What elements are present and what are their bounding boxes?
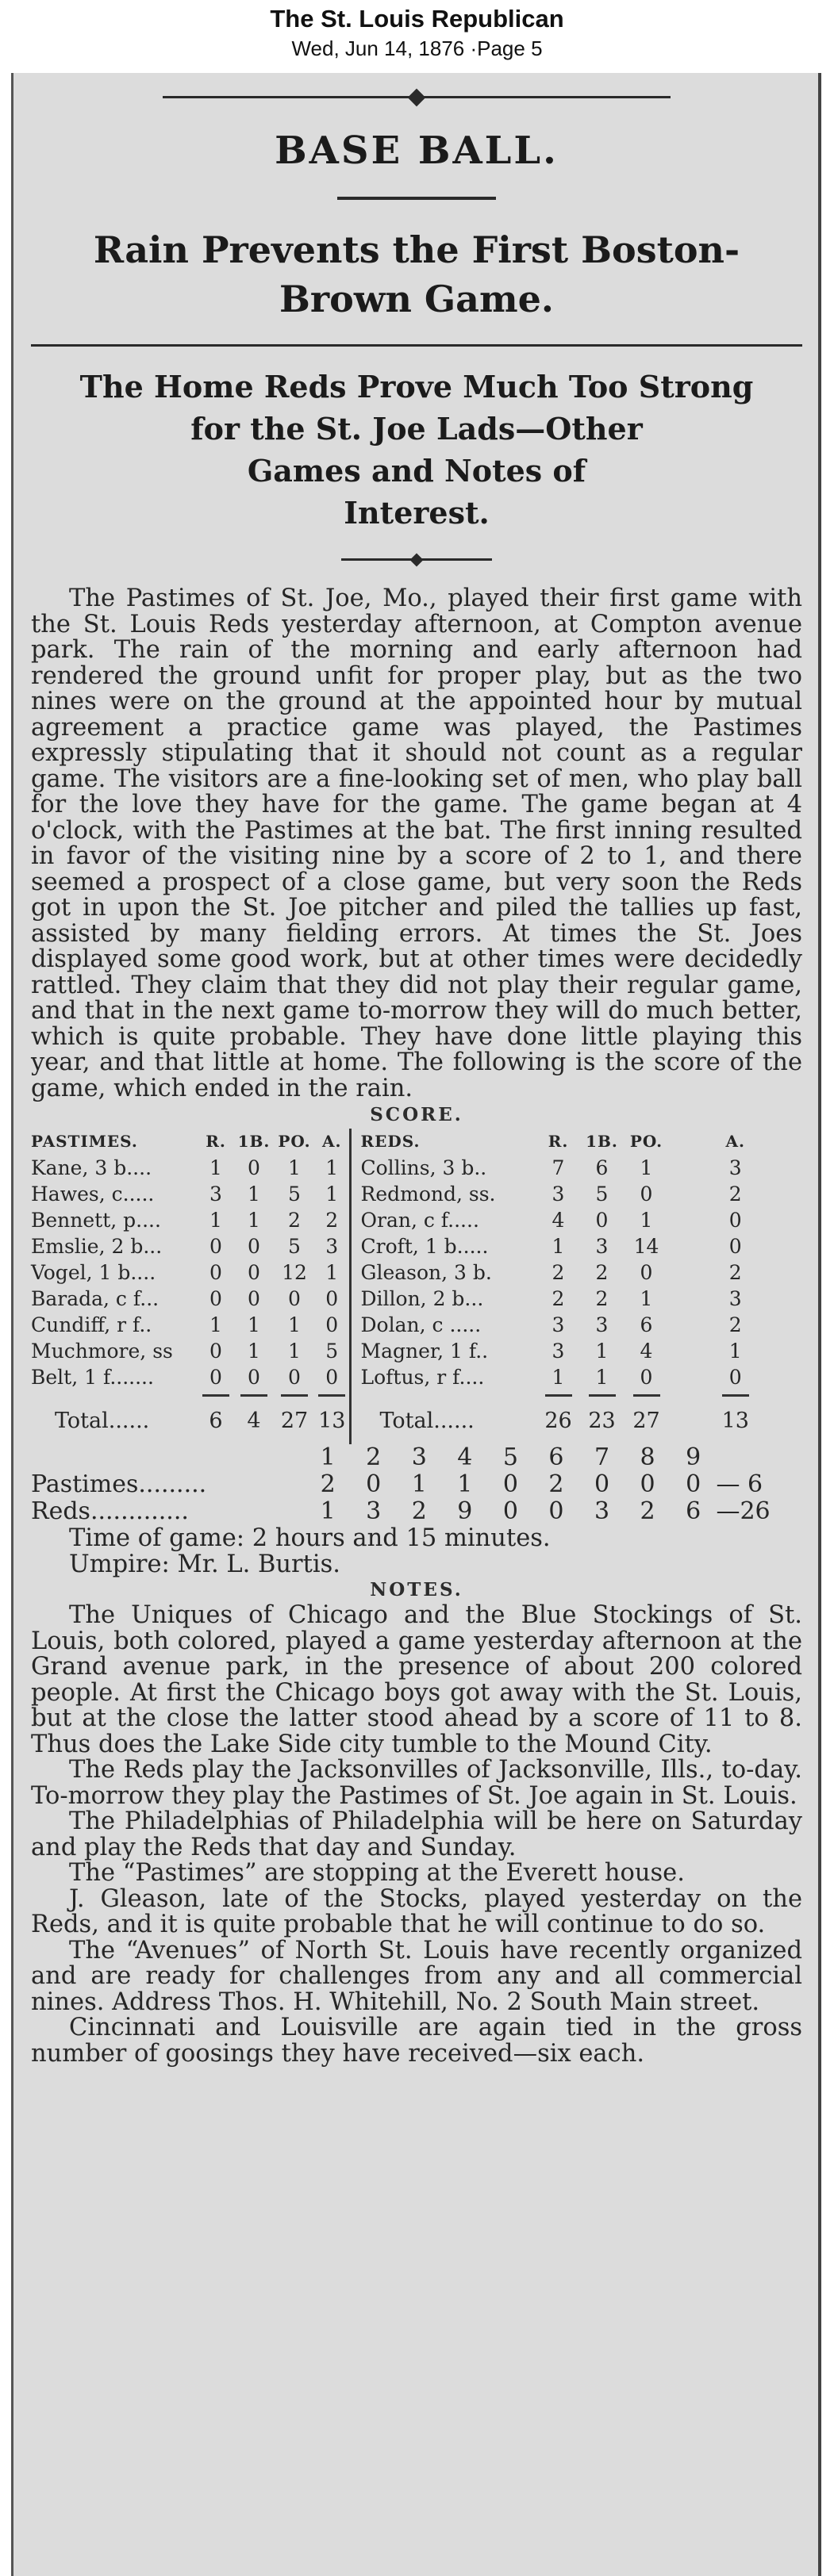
left-player: Belt, 1 f.......	[31, 1366, 154, 1389]
right-putouts: 1	[640, 1156, 653, 1179]
right-player: Loftus, r f....	[360, 1366, 485, 1389]
right-total-hits: 23	[588, 1409, 616, 1433]
right-player: Redmond, ss.	[360, 1183, 496, 1206]
box-score-table	[31, 1129, 802, 1444]
box-score-row	[31, 1286, 802, 1312]
column-divider	[350, 1312, 356, 1338]
left-total-runs: 6	[209, 1409, 223, 1433]
right-hits: 6	[595, 1156, 609, 1179]
right-total-putouts: 27	[632, 1409, 660, 1433]
innings-team-row	[31, 1498, 802, 1525]
inning-runs: 0	[594, 1470, 610, 1498]
left-putouts: 1	[288, 1313, 301, 1336]
column-divider	[350, 1364, 356, 1390]
left-hits: 0	[248, 1235, 260, 1258]
inning-runs: 2	[640, 1497, 655, 1525]
column-divider	[350, 1155, 356, 1181]
right-hits: 0	[595, 1209, 609, 1232]
left-assists: 1	[325, 1156, 339, 1179]
col-assists: A.	[725, 1132, 745, 1151]
box-score-row	[31, 1364, 802, 1390]
right-assists: 2	[728, 1261, 742, 1284]
col-runs: R.	[206, 1132, 226, 1151]
col-assists: A.	[322, 1132, 342, 1151]
notes-title: NOTES.	[370, 1579, 463, 1600]
right-assists: 2	[728, 1313, 742, 1336]
right-player: Collins, 3 b..	[360, 1156, 487, 1179]
inning-number: 7	[594, 1443, 610, 1471]
top-ornament-rule	[163, 89, 671, 105]
totals-rule	[31, 1390, 802, 1398]
left-total-putouts: 27	[280, 1409, 309, 1433]
innings-team-label: Reds.............	[31, 1497, 189, 1525]
left-player: Muchmore, ss	[31, 1340, 173, 1363]
innings-rows	[31, 1444, 802, 1525]
left-putouts: 2	[288, 1209, 301, 1232]
right-assists: 1	[728, 1340, 742, 1363]
right-hits: 5	[595, 1183, 609, 1206]
box-score-row	[31, 1207, 802, 1233]
right-assists: 2	[728, 1183, 742, 1206]
newspaper-clipping	[11, 73, 821, 2576]
right-hits: 3	[595, 1313, 609, 1336]
left-player: Hawes, c.....	[31, 1183, 155, 1206]
inning-runs: 1	[411, 1470, 427, 1498]
right-hits: 2	[595, 1287, 609, 1310]
inning-number: 8	[640, 1443, 655, 1471]
column-divider	[350, 1129, 356, 1155]
box-score-row	[31, 1155, 802, 1181]
left-runs: 0	[209, 1340, 222, 1363]
inning-runs: 3	[366, 1497, 382, 1525]
date-page-line: Wed, Jun 14, 1876 ·Page 5	[291, 36, 543, 60]
subheadline	[31, 225, 802, 324]
innings-table	[31, 1444, 802, 1525]
right-player: Magner, 1 f..	[360, 1340, 489, 1363]
left-player: Kane, 3 b....	[31, 1156, 152, 1179]
score-title: SCORE.	[370, 1104, 463, 1125]
column-divider	[350, 1259, 356, 1286]
right-putouts: 1	[640, 1287, 653, 1310]
game-time: Time of game: 2 hours and 15 minutes.	[69, 1524, 551, 1552]
note-paragraph: The Philadelphias of Philadelphia will be here on Saturday and play the Reds that day and Sunday.	[31, 1807, 802, 1861]
right-hits: 2	[595, 1261, 609, 1284]
inning-runs: 2	[548, 1470, 564, 1498]
note-paragraph: The Uniques of Chicago and the Blue Stockings of St. Louis, both colored, played a game yesterday afternoon at the Grand avenue park, in the presence of about 200 colored people. At first the Chicago boys got away with the St. Louis, but at the close the latter stood ahead by a score of 11 to 8. Thus does the Lake Side city tumble to the Mound City.	[31, 1601, 802, 1758]
innings-number-row	[31, 1444, 802, 1471]
left-putouts: 12	[282, 1261, 307, 1284]
inning-runs: 0	[686, 1470, 701, 1498]
box-score-header	[31, 1129, 802, 1155]
deck-line: The Home Reds Prove Much Too Strong	[79, 369, 754, 404]
box-score-row	[31, 1312, 802, 1338]
left-hits: 0	[248, 1156, 260, 1179]
right-putouts: 14	[633, 1235, 659, 1258]
left-player: Emslie, 2 b...	[31, 1235, 163, 1258]
box-score-row	[31, 1259, 802, 1286]
headline-rule	[337, 197, 496, 200]
left-total-label: Total......	[55, 1409, 150, 1433]
inning-runs: 2	[320, 1470, 336, 1498]
right-assists: 0	[728, 1209, 742, 1232]
right-assists: 3	[728, 1156, 742, 1179]
right-putouts: 6	[640, 1313, 653, 1336]
note-paragraph: The “Avenues” of North St. Louis have recently organized and are ready for challenges from any and all commercial nines. Address Thos. H. Whitehill, No. 2 South Main street.	[31, 1936, 802, 2016]
right-team-name: REDS.	[360, 1132, 421, 1151]
left-runs: 1	[209, 1156, 222, 1179]
right-player: Dillon, 2 b...	[360, 1287, 484, 1310]
inning-number: 9	[686, 1443, 701, 1471]
right-putouts: 0	[640, 1366, 653, 1389]
left-putouts: 5	[288, 1183, 301, 1206]
right-runs: 2	[552, 1261, 565, 1284]
left-total-hits: 4	[247, 1409, 261, 1433]
left-player: Cundiff, r f..	[31, 1313, 152, 1336]
left-team-name: PASTIMES.	[31, 1132, 138, 1151]
inning-number: 4	[457, 1443, 473, 1471]
totals-row	[31, 1398, 802, 1444]
left-assists: 5	[325, 1340, 339, 1363]
left-runs: 0	[209, 1261, 222, 1284]
note-paragraph: Cincinnati and Louisville are again tied in the gross number of goosings they have received—six each.	[31, 2014, 802, 2068]
inning-runs: 9	[457, 1497, 473, 1525]
deck-line: Interest.	[344, 495, 490, 531]
col-hits: 1B.	[237, 1132, 271, 1151]
left-hits: 1	[248, 1183, 260, 1206]
inning-number: 5	[502, 1443, 518, 1471]
right-assists: 0	[728, 1366, 742, 1389]
left-assists: 2	[325, 1209, 339, 1232]
body-paragraph: The Pastimes of St. Joe, Mo., played their first game with the St. Louis Reds yesterday afternoon, at Compton avenue park. The rain of the morning and early afternoon had rendered the ground unfit for proper play, but as the two nines were on the ground at the appointed hour by mutual agreement a practice game was played, the Pastimes expressly stipulating that it should not count as a regular game. The visitors are a fine-looking set of men, who play ball for the love they have for the game. The game began at 4 o'clock, with the Pastimes at the bat. The first inning resulted in favor of the visiting nine by a score of 2 to 1, and there seemed a prospect of a close game, but very soon the Reds got in upon the St. Joe pitcher and piled the tallies up fast, assisted by many fielding errors. At times the St. Joes displayed some good work, but at other times were decidedly rattled. They claim that they did not play their regular game, and that in the next game to-morrow they will do much better, which is quite probable. They have done little playing this year, and that little at home. The following is the score of the game, which ended in the rain.	[31, 585, 802, 1102]
left-hits: 1	[248, 1313, 260, 1336]
column-divider	[350, 1181, 356, 1207]
left-putouts: 5	[288, 1235, 301, 1258]
col-hits: 1B.	[586, 1132, 618, 1151]
box-score-rows	[31, 1155, 802, 1390]
col-putouts: PO.	[629, 1132, 663, 1151]
left-player: Vogel, 1 b....	[31, 1261, 156, 1284]
inning-runs: 0	[502, 1470, 518, 1498]
col-putouts: PO.	[278, 1132, 311, 1151]
innings-team-total: — 6	[716, 1470, 763, 1498]
subheadline-line: Rain Prevents the First Boston-	[93, 228, 740, 271]
inning-runs: 0	[366, 1470, 382, 1498]
column-divider	[350, 1398, 356, 1444]
right-runs: 1	[552, 1366, 565, 1389]
inning-runs: 3	[594, 1497, 610, 1525]
right-putouts: 0	[640, 1183, 653, 1206]
note-paragraph: The Reds play the Jacksonvilles of Jacksonville, Ills., to-day. To-morrow they play the Pastimes of St. Joe again in St. Louis.	[31, 1756, 802, 1810]
left-putouts: 1	[288, 1340, 301, 1363]
column-divider	[350, 1338, 356, 1364]
left-assists: 0	[325, 1287, 339, 1310]
box-score-row	[31, 1181, 802, 1207]
right-runs: 3	[552, 1313, 565, 1336]
notes-section	[31, 1603, 802, 2067]
right-putouts: 4	[640, 1340, 653, 1363]
section-rule	[31, 344, 802, 347]
right-player: Gleason, 3 b.	[360, 1261, 492, 1284]
right-putouts: 1	[640, 1209, 653, 1232]
inning-runs: 2	[411, 1497, 427, 1525]
left-putouts: 1	[288, 1156, 301, 1179]
inning-number: 1	[320, 1443, 336, 1471]
left-player: Bennett, p....	[31, 1209, 161, 1232]
left-hits: 0	[248, 1287, 260, 1310]
right-runs: 7	[552, 1156, 565, 1179]
inning-number: 6	[548, 1443, 564, 1471]
left-putouts: 0	[288, 1287, 301, 1310]
right-putouts: 0	[640, 1261, 653, 1284]
umpire: Umpire: Mr. L. Burtis.	[69, 1551, 340, 1578]
left-runs: 0	[209, 1287, 222, 1310]
deck-line: for the St. Joe Lads—Other	[190, 411, 643, 447]
column-divider	[350, 1207, 356, 1233]
right-runs: 1	[552, 1235, 565, 1258]
left-hits: 0	[248, 1261, 260, 1284]
inning-runs: 0	[548, 1497, 564, 1525]
innings-team-row	[31, 1471, 802, 1498]
left-player: Barada, c f...	[31, 1287, 159, 1310]
column-divider	[350, 1233, 356, 1259]
left-assists: 0	[325, 1313, 339, 1336]
right-player: Dolan, c .....	[360, 1313, 482, 1336]
left-runs: 0	[209, 1235, 222, 1258]
right-total-label: Total......	[379, 1409, 475, 1433]
left-assists: 1	[325, 1261, 339, 1284]
left-assists: 3	[325, 1235, 339, 1258]
right-player: Croft, 1 b.....	[360, 1235, 489, 1258]
right-hits: 1	[595, 1340, 609, 1363]
inning-number: 2	[366, 1443, 382, 1471]
right-runs: 2	[552, 1287, 565, 1310]
col-runs: R.	[548, 1132, 569, 1151]
left-runs: 1	[209, 1209, 222, 1232]
subheadline-line: Brown Game.	[279, 278, 554, 320]
left-putouts: 0	[288, 1366, 301, 1389]
page-header	[0, 0, 834, 73]
box-score-row	[31, 1338, 802, 1364]
left-runs: 0	[209, 1366, 222, 1389]
right-total-assists: 13	[721, 1409, 749, 1433]
left-assists: 1	[325, 1183, 339, 1206]
right-assists: 3	[728, 1287, 742, 1310]
clipping-content	[31, 73, 802, 2576]
left-assists: 0	[325, 1366, 339, 1389]
innings-team-label: Pastimes.........	[31, 1470, 207, 1498]
column-divider	[350, 1286, 356, 1312]
right-runs: 4	[552, 1209, 565, 1232]
right-total-runs: 26	[544, 1409, 572, 1433]
left-total-assists: 13	[318, 1409, 346, 1433]
inning-runs: 0	[640, 1470, 655, 1498]
note-paragraph: The “Pastimes” are stopping at the Everett house.	[69, 1859, 685, 1887]
note-paragraph: J. Gleason, late of the Stocks, played yesterday on the Reds, and it is quite probable that he will continue to do so.	[31, 1884, 802, 1938]
inning-runs: 1	[320, 1497, 336, 1525]
inning-runs: 0	[502, 1497, 518, 1525]
right-runs: 3	[552, 1183, 565, 1206]
inning-runs: 1	[457, 1470, 473, 1498]
box-score-row	[31, 1233, 802, 1259]
left-hits: 1	[248, 1340, 260, 1363]
right-hits: 1	[595, 1366, 609, 1389]
right-assists: 0	[728, 1235, 742, 1258]
innings-team-total: —26	[716, 1497, 771, 1525]
headline: BASE BALL.	[275, 128, 559, 173]
inning-runs: 6	[686, 1497, 701, 1525]
deck-heading	[31, 366, 802, 534]
left-hits: 0	[248, 1366, 260, 1389]
newspaper-name: The St. Louis Republican	[270, 5, 564, 33]
left-hits: 1	[248, 1209, 260, 1232]
left-runs: 3	[209, 1183, 222, 1206]
deck-line: Games and Notes of	[247, 453, 586, 489]
deck-ornament-rule	[341, 551, 492, 567]
inning-number: 3	[411, 1443, 427, 1471]
right-player: Oran, c f.....	[360, 1209, 479, 1232]
left-runs: 1	[209, 1313, 222, 1336]
right-hits: 3	[595, 1235, 609, 1258]
right-runs: 3	[552, 1340, 565, 1363]
